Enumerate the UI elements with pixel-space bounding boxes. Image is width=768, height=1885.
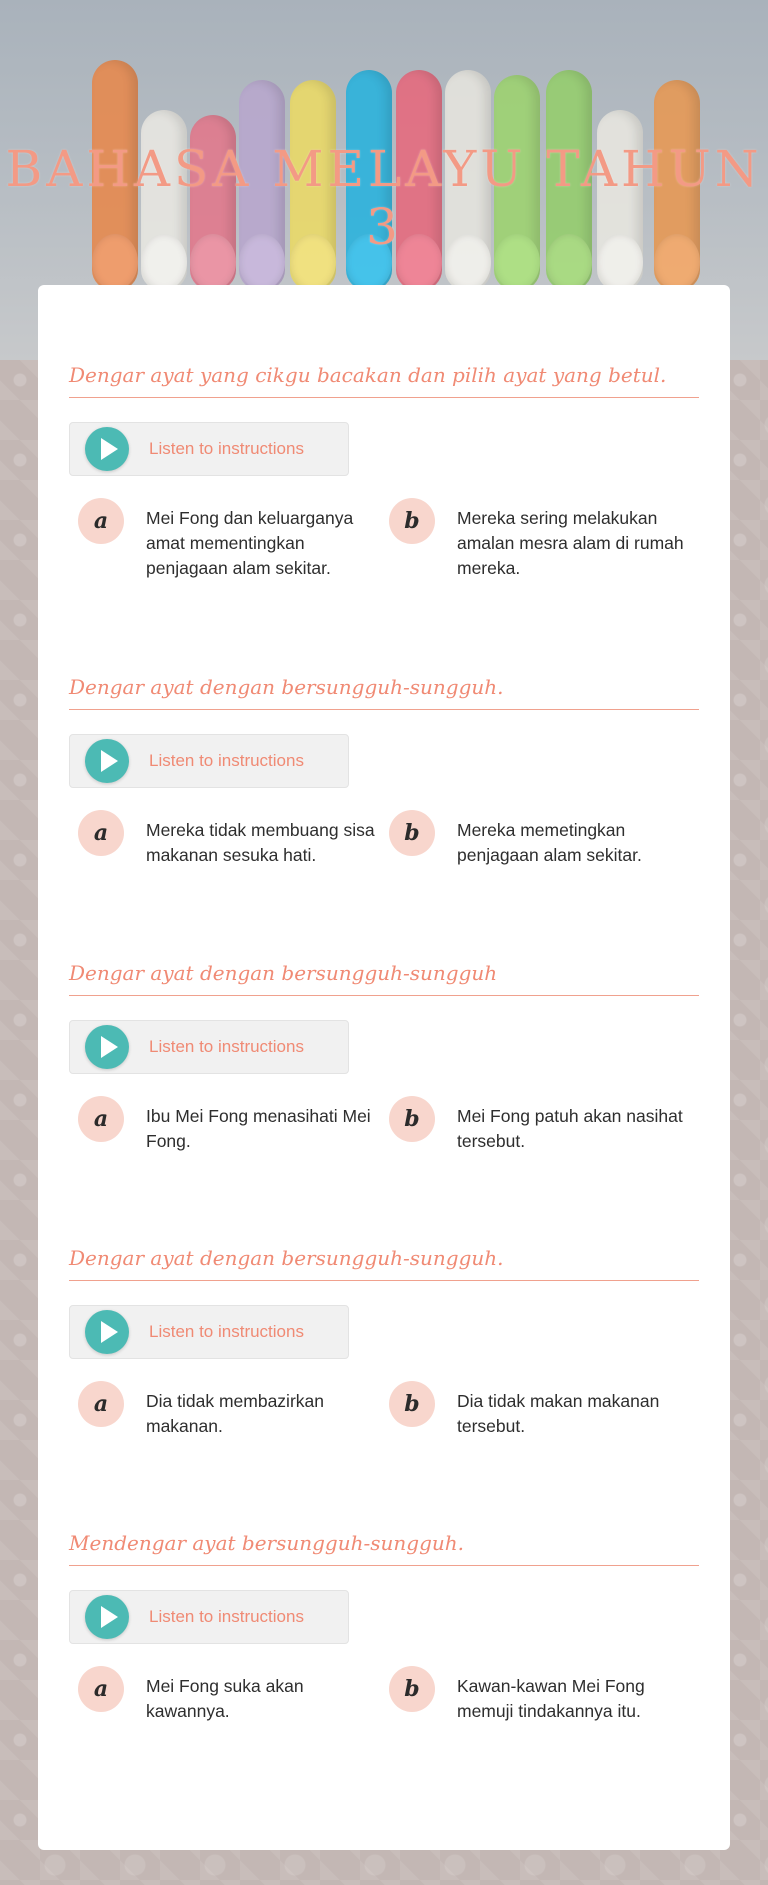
answer-options xyxy=(69,498,699,581)
question-5 xyxy=(69,1531,699,1724)
listen-label: Listen to instructions xyxy=(149,1037,304,1056)
option-b[interactable] xyxy=(380,1096,691,1154)
option-letter-badge: a xyxy=(78,1381,124,1427)
option-b[interactable] xyxy=(380,1666,691,1724)
option-letter-badge: b xyxy=(389,498,435,544)
option-text: Mereka memetingkan penjagaan alam sekitar. xyxy=(457,820,642,865)
question-3 xyxy=(69,961,699,1154)
option-text: Dia tidak makan makanan tersebut. xyxy=(457,1391,660,1436)
question-4 xyxy=(69,1246,699,1439)
listen-button[interactable] xyxy=(69,734,349,788)
option-a[interactable] xyxy=(69,810,380,868)
option-b[interactable] xyxy=(380,810,691,868)
question-heading: Dengar ayat dengan bersungguh-sungguh. xyxy=(69,675,699,710)
question-1 xyxy=(69,363,699,581)
question-heading: Dengar ayat dengan bersungguh-sungguh xyxy=(69,961,699,996)
option-b[interactable] xyxy=(380,1381,691,1439)
play-icon xyxy=(85,1025,129,1069)
answer-options xyxy=(69,1381,699,1439)
option-letter-badge: b xyxy=(389,1381,435,1427)
question-heading: Mendengar ayat bersungguh-sungguh. xyxy=(69,1531,699,1566)
listen-label: Listen to instructions xyxy=(149,1322,304,1341)
option-a[interactable] xyxy=(69,498,380,581)
listen-button[interactable] xyxy=(69,1305,349,1359)
answer-options xyxy=(69,1666,699,1724)
listen-label: Listen to instructions xyxy=(149,751,304,770)
answer-options xyxy=(69,1096,699,1154)
option-text: Dia tidak membazirkan makanan. xyxy=(146,1391,324,1436)
option-letter-badge: a xyxy=(78,498,124,544)
option-letter-badge: b xyxy=(389,1096,435,1142)
page-title: BAHASA MELAYU TAHUN 3 xyxy=(5,140,763,256)
option-letter-badge: a xyxy=(78,1666,124,1712)
option-letter-badge: a xyxy=(78,810,124,856)
option-text: Mereka sering melakukan amalan mesra alam di rumah mereka. xyxy=(457,508,684,578)
option-letter-badge: b xyxy=(389,810,435,856)
option-letter-badge: b xyxy=(389,1666,435,1712)
option-a[interactable] xyxy=(69,1381,380,1439)
listen-label: Listen to instructions xyxy=(149,1607,304,1626)
option-text: Ibu Mei Fong menasihati Mei Fong. xyxy=(146,1106,371,1151)
listen-button[interactable] xyxy=(69,1590,349,1644)
play-icon xyxy=(85,1595,129,1639)
option-text: Mereka tidak membuang sisa makanan sesuka hati. xyxy=(146,820,375,865)
answer-options xyxy=(69,810,699,868)
listen-button[interactable] xyxy=(69,422,349,476)
question-heading: Dengar ayat dengan bersungguh-sungguh. xyxy=(69,1246,699,1281)
play-icon xyxy=(85,739,129,783)
option-text: Kawan-kawan Mei Fong memuji tindakannya itu. xyxy=(457,1676,645,1721)
play-icon xyxy=(85,1310,129,1354)
option-a[interactable] xyxy=(69,1666,380,1724)
option-text: Mei Fong dan keluarganya amat mementingkan penjagaan alam sekitar. xyxy=(146,508,354,578)
question-2 xyxy=(69,675,699,868)
option-b[interactable] xyxy=(380,498,691,581)
question-heading: Dengar ayat yang cikgu bacakan dan pilih ayat yang betul. xyxy=(69,363,699,398)
worksheet-card xyxy=(38,285,730,1850)
listen-label: Listen to instructions xyxy=(149,439,304,458)
play-icon xyxy=(85,427,129,471)
option-a[interactable] xyxy=(69,1096,380,1154)
listen-button[interactable] xyxy=(69,1020,349,1074)
option-text: Mei Fong patuh akan nasihat tersebut. xyxy=(457,1106,683,1151)
option-text: Mei Fong suka akan kawannya. xyxy=(146,1676,304,1721)
option-letter-badge: a xyxy=(78,1096,124,1142)
